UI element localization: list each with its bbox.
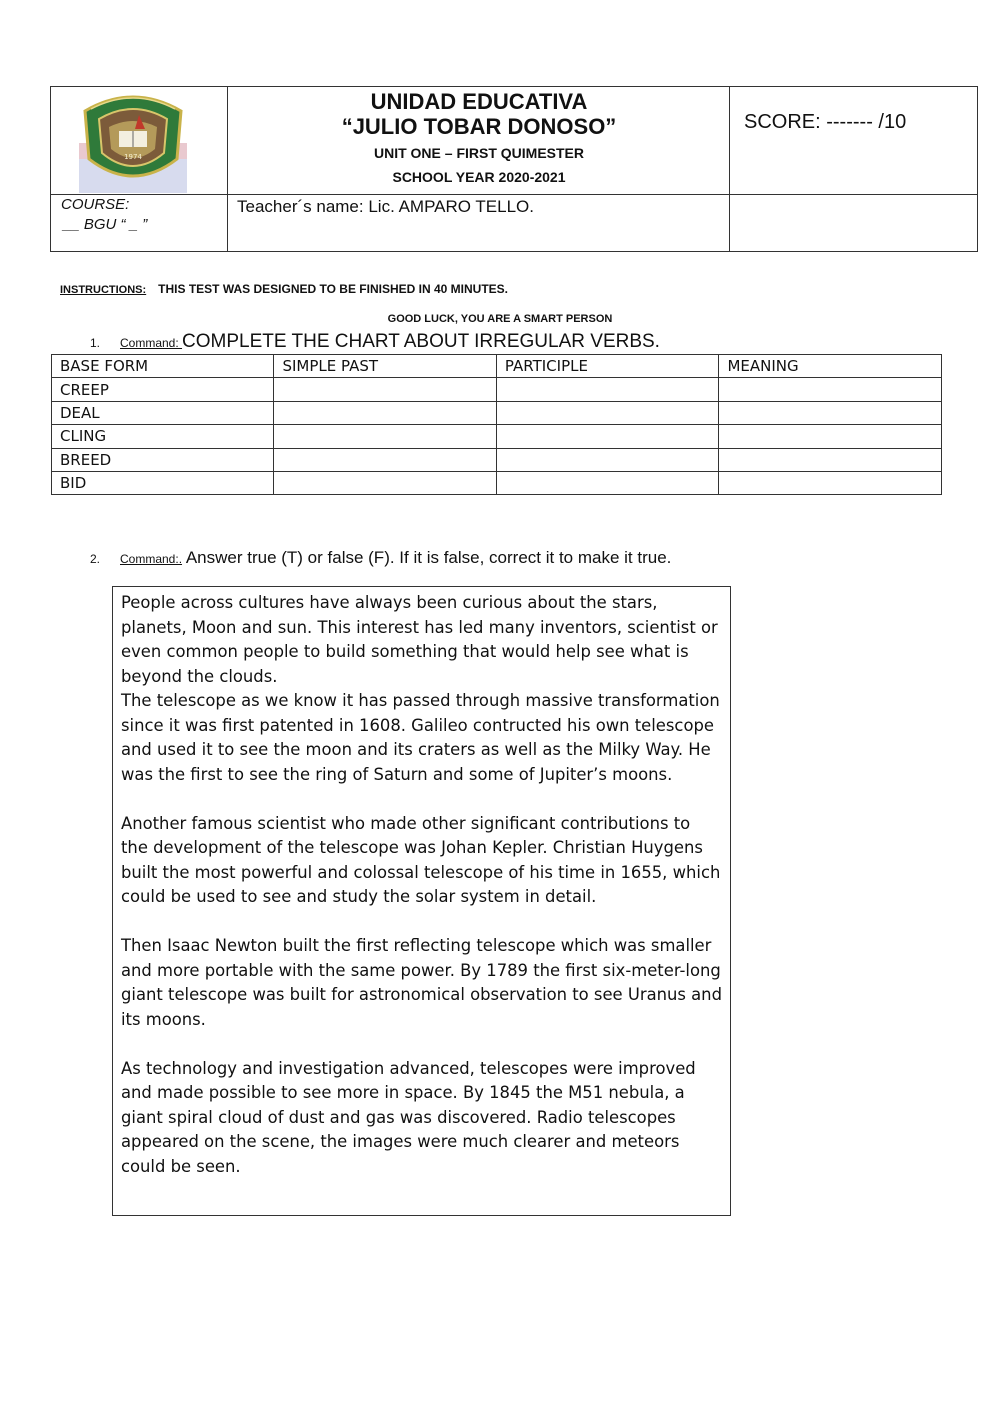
good-luck-message: GOOD LUCK, YOU ARE A SMART PERSON [387, 313, 613, 325]
base-form-cell: CLING [52, 425, 274, 448]
simple-past-cell[interactable] [274, 471, 496, 494]
course-label: COURSE: [61, 196, 130, 213]
instructions-text: THIS TEST WAS DESIGNED TO BE FINISHED IN 40 MINUTES. [158, 282, 508, 296]
header-participle: PARTICIPLE [496, 355, 719, 378]
command-2-number: 2. [90, 552, 101, 566]
meaning-cell[interactable] [719, 378, 942, 401]
header-base-form: BASE FORM [52, 355, 274, 378]
reading-passage-box [112, 586, 731, 1216]
table-row [52, 448, 942, 471]
course-value: __ BGU “ _ ” [63, 216, 148, 233]
meaning-cell[interactable] [719, 425, 942, 448]
simple-past-cell[interactable] [274, 448, 496, 471]
base-form-cell: CREEP [52, 378, 274, 401]
header-meaning: MEANING [719, 355, 942, 378]
svg-text:1974: 1974 [124, 153, 142, 161]
school-name-line2: “JULIO TOBAR DONOSO” [341, 114, 617, 139]
unit-title: UNIT ONE – FIRST QUIMESTER [373, 145, 584, 161]
participle-cell[interactable] [496, 448, 719, 471]
table-header-row [52, 355, 942, 378]
participle-cell[interactable] [496, 471, 719, 494]
divider [729, 87, 730, 251]
command-2-label: Command:. [120, 552, 183, 566]
reading-paragraph-2: The telescope as we know it has passed through massive transformation since it was first patented in 1608. Galileo contructed his own telescope and used it to see the moon and its craters as well as the Milky Way. He was the first to see the ring of Saturn and some of Jupiter’s moons. [121, 691, 720, 784]
meaning-cell[interactable] [719, 471, 942, 494]
reading-paragraph-1: People across cultures have always been curious about the stars, planets, Moon and sun. This interest has led many inventors, scientist or even common people to build something that would help see what is beyond the clouds. [121, 593, 718, 686]
reading-paragraph-4: Then Isaac Newton built the first reflecting telescope which was smaller and more portable with the same power. By 1789 the first six-meter-long giant telescope was built for astronomical observation to see Uranus and its moons. [121, 936, 722, 1029]
meaning-cell[interactable] [719, 401, 942, 424]
irregular-verbs-chart [51, 354, 942, 495]
simple-past-cell[interactable] [274, 425, 496, 448]
reading-paragraph-5: As technology and investigation advanced, telescopes were improved and made possible to see more in space. By 1845 the M51 nebula, a giant spiral cloud of dust and gas was discovered. Radio telescopes appeared on the scene, the images were much clearer and meteors could be seen. [121, 1058, 696, 1176]
header-simple-past: SIMPLE PAST [274, 355, 496, 378]
participle-cell[interactable] [496, 378, 719, 401]
table-row [52, 401, 942, 424]
command-1-label: Command: [120, 336, 183, 350]
school-year: SCHOOL YEAR 2020-2021 [392, 169, 566, 185]
school-name-line1: UNIDAD EDUCATIVA [370, 89, 588, 114]
teacher-name: Teacher´s name: Lic. AMPARO TELLO. [237, 197, 534, 216]
table-row [52, 378, 942, 401]
simple-past-cell[interactable] [274, 378, 496, 401]
course-field [61, 195, 147, 235]
instructions-label: INSTRUCTIONS: [60, 284, 147, 296]
score-field: SCORE: ------- /10 [744, 111, 907, 133]
divider [51, 194, 977, 195]
command-2-text: Answer true (T) or false (F). If it is false, correct it to make it true. [182, 548, 672, 567]
header-table [50, 86, 978, 252]
command-2 [90, 548, 671, 568]
instructions [60, 282, 508, 296]
participle-cell[interactable] [496, 401, 719, 424]
simple-past-cell[interactable] [274, 401, 496, 424]
meaning-cell[interactable] [719, 448, 942, 471]
divider [227, 87, 228, 251]
command-1-text: COMPLETE THE CHART ABOUT IRREGULAR VERBS. [182, 331, 660, 352]
base-form-cell: BID [52, 471, 274, 494]
command-1 [90, 331, 660, 353]
reading-paragraph-3: Another famous scientist who made other significant contributions to the development of the telescope was Johan Kepler. Christian Huygens built the most powerful and colossal telescope of his time in 1655, which could be used to see and study the solar system in detail. [121, 813, 721, 906]
participle-cell[interactable] [496, 425, 719, 448]
school-crest-logo [79, 89, 187, 193]
table-row [52, 425, 942, 448]
base-form-cell: BREED [52, 448, 274, 471]
command-1-number: 1. [90, 336, 101, 350]
base-form-cell: DEAL [52, 401, 274, 424]
table-row [52, 471, 942, 494]
